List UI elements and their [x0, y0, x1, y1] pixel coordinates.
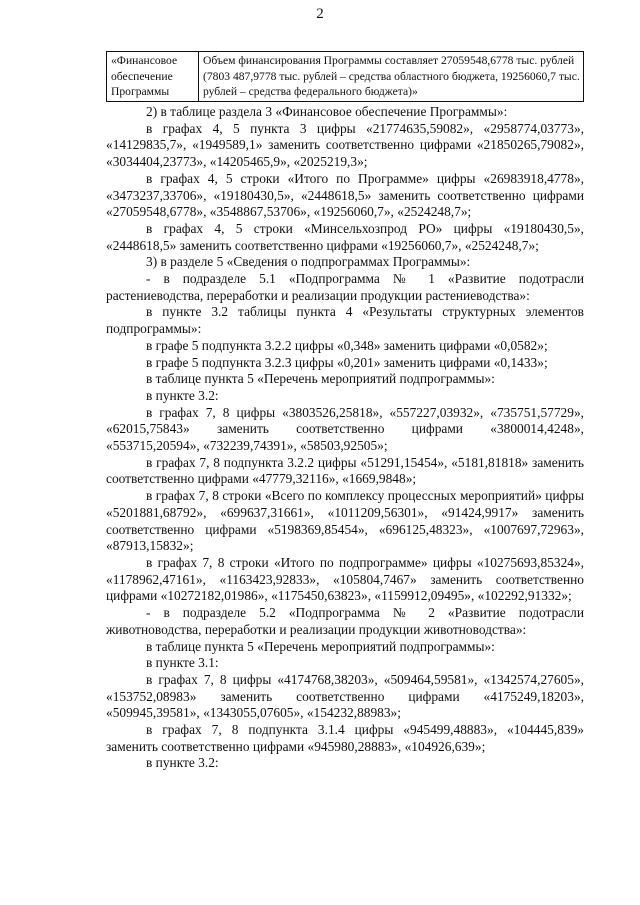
paragraph: в графах 7, 8 строки «Итого по подпрограмме» цифры «10275693,85324», «1178962,47161», «1163423,92833», «105804,7467» заменить соответственно цифрами «10272182,01986», «1175450,63823», «1159912,09495», «102292,91332»; — [106, 554, 584, 604]
paragraph: в пункте 3.2 таблицы пункта 4 «Результаты структурных элементов подпрограммы»: — [106, 304, 584, 337]
paragraph: в графах 4, 5 пункта 3 цифры «21774635,59082», «2958774,03773», «14129835,7», «1949589,1» заменить соответственно цифрами «21850265,79082», «3034404,23773», «14205465,9», «2025219,3»; — [106, 120, 584, 170]
paragraph: в графах 7, 8 подпункта 3.1.4 цифры «945499,48883», «104445,839» заменить соответственно цифрами «945980,28883», «104926,639»; — [106, 722, 584, 754]
paragraph: - в подразделе 5.1 «Подпрограмма № 1 «Развитие подотрасли растениеводства, переработки и реализации продукции растениеводства»: — [106, 271, 584, 303]
paragraph: в пункте 3.2: — [146, 755, 219, 771]
paragraph: в графах 4, 5 строки «Итого по Программе» цифры «26983918,4778», «3473237,33706», «19180430,5», «2448618,5» заменить соответственно цифрами «27059548,6778», «3548867,53706», «19256060,7», «2524248,7»; — [106, 170, 584, 220]
paragraph: в графе 5 подпункта 3.2.3 цифры «0,201» заменить цифрами «0,1433»; — [146, 354, 548, 370]
paragraph: 3) в разделе 5 «Сведения о подпрограммах Программы»: — [146, 254, 471, 270]
paragraph: в пункте 3.2: — [146, 387, 219, 403]
table-text-cell: Объем финансирования Программы составляет 27059548,6778 тыс. рублей (7803 487,9778 тыс. рублей – средства областного бюджета, 19256060,7 тыс. рублей – средства федерального бюджета)» — [199, 52, 584, 102]
paragraph: в графе 5 подпункта 3.2.2 цифры «0,348» заменить цифрами «0,0582»; — [146, 337, 548, 353]
paragraph: в графах 4, 5 строки «Минсельхозпрод РО» цифры «19180430,5», «2448618,5» заменить соответственно цифрами «19256060,7», «2524248,7»; — [106, 220, 584, 253]
paragraph: в таблице пункта 5 «Перечень мероприятий подпрограммы»: — [146, 638, 495, 654]
financing-table — [106, 51, 584, 102]
paragraph: в пункте 3.1: — [146, 655, 219, 671]
paragraph: в графах 7, 8 цифры «3803526,25818», «557227,03932», «735751,57729», «62015,75843» заменить соответственно цифрами «3800014,4248», «553715,20594», «732239,74391», «58503,92505»; — [106, 404, 584, 454]
table-row — [107, 52, 584, 102]
paragraph: в таблице пункта 5 «Перечень мероприятий подпрограммы»: — [146, 371, 495, 387]
paragraph: - в подразделе 5.2 «Подпрограмма № 2 «Развитие подотрасли животноводства, переработки и реализации продукции животноводства»: — [106, 605, 584, 637]
paragraph: в графах 7, 8 подпункта 3.2.2 цифры «51291,15454», «5181,81818» заменить соответственно цифрами «47779,32116», «1669,9848»; — [106, 454, 584, 487]
paragraph: 2) в таблице раздела 3 «Финансовое обеспечение Программы»: — [146, 104, 508, 119]
page-number: 2 — [316, 6, 324, 22]
paragraph: в графах 7, 8 строки «Всего по комплексу процессных мероприятий» цифры «5201881,68792», «699637,31661», «1011209,56301», «91424,9917» заменить соответственно цифрами «5198369,85454», «696125,48323», «1007697,72963», «87913,15832»; — [106, 488, 584, 554]
paragraph: в графах 7, 8 цифры «4174768,38203», «509464,59581», «1342574,27605», «153752,08983» заменить соответственно цифрами «4175249,18203», «509945,39581», «1343055,07605», «154232,88983»; — [106, 671, 584, 721]
document-body — [106, 104, 584, 772]
table-label-cell: «Финансовое обеспечение Программы — [107, 52, 199, 102]
